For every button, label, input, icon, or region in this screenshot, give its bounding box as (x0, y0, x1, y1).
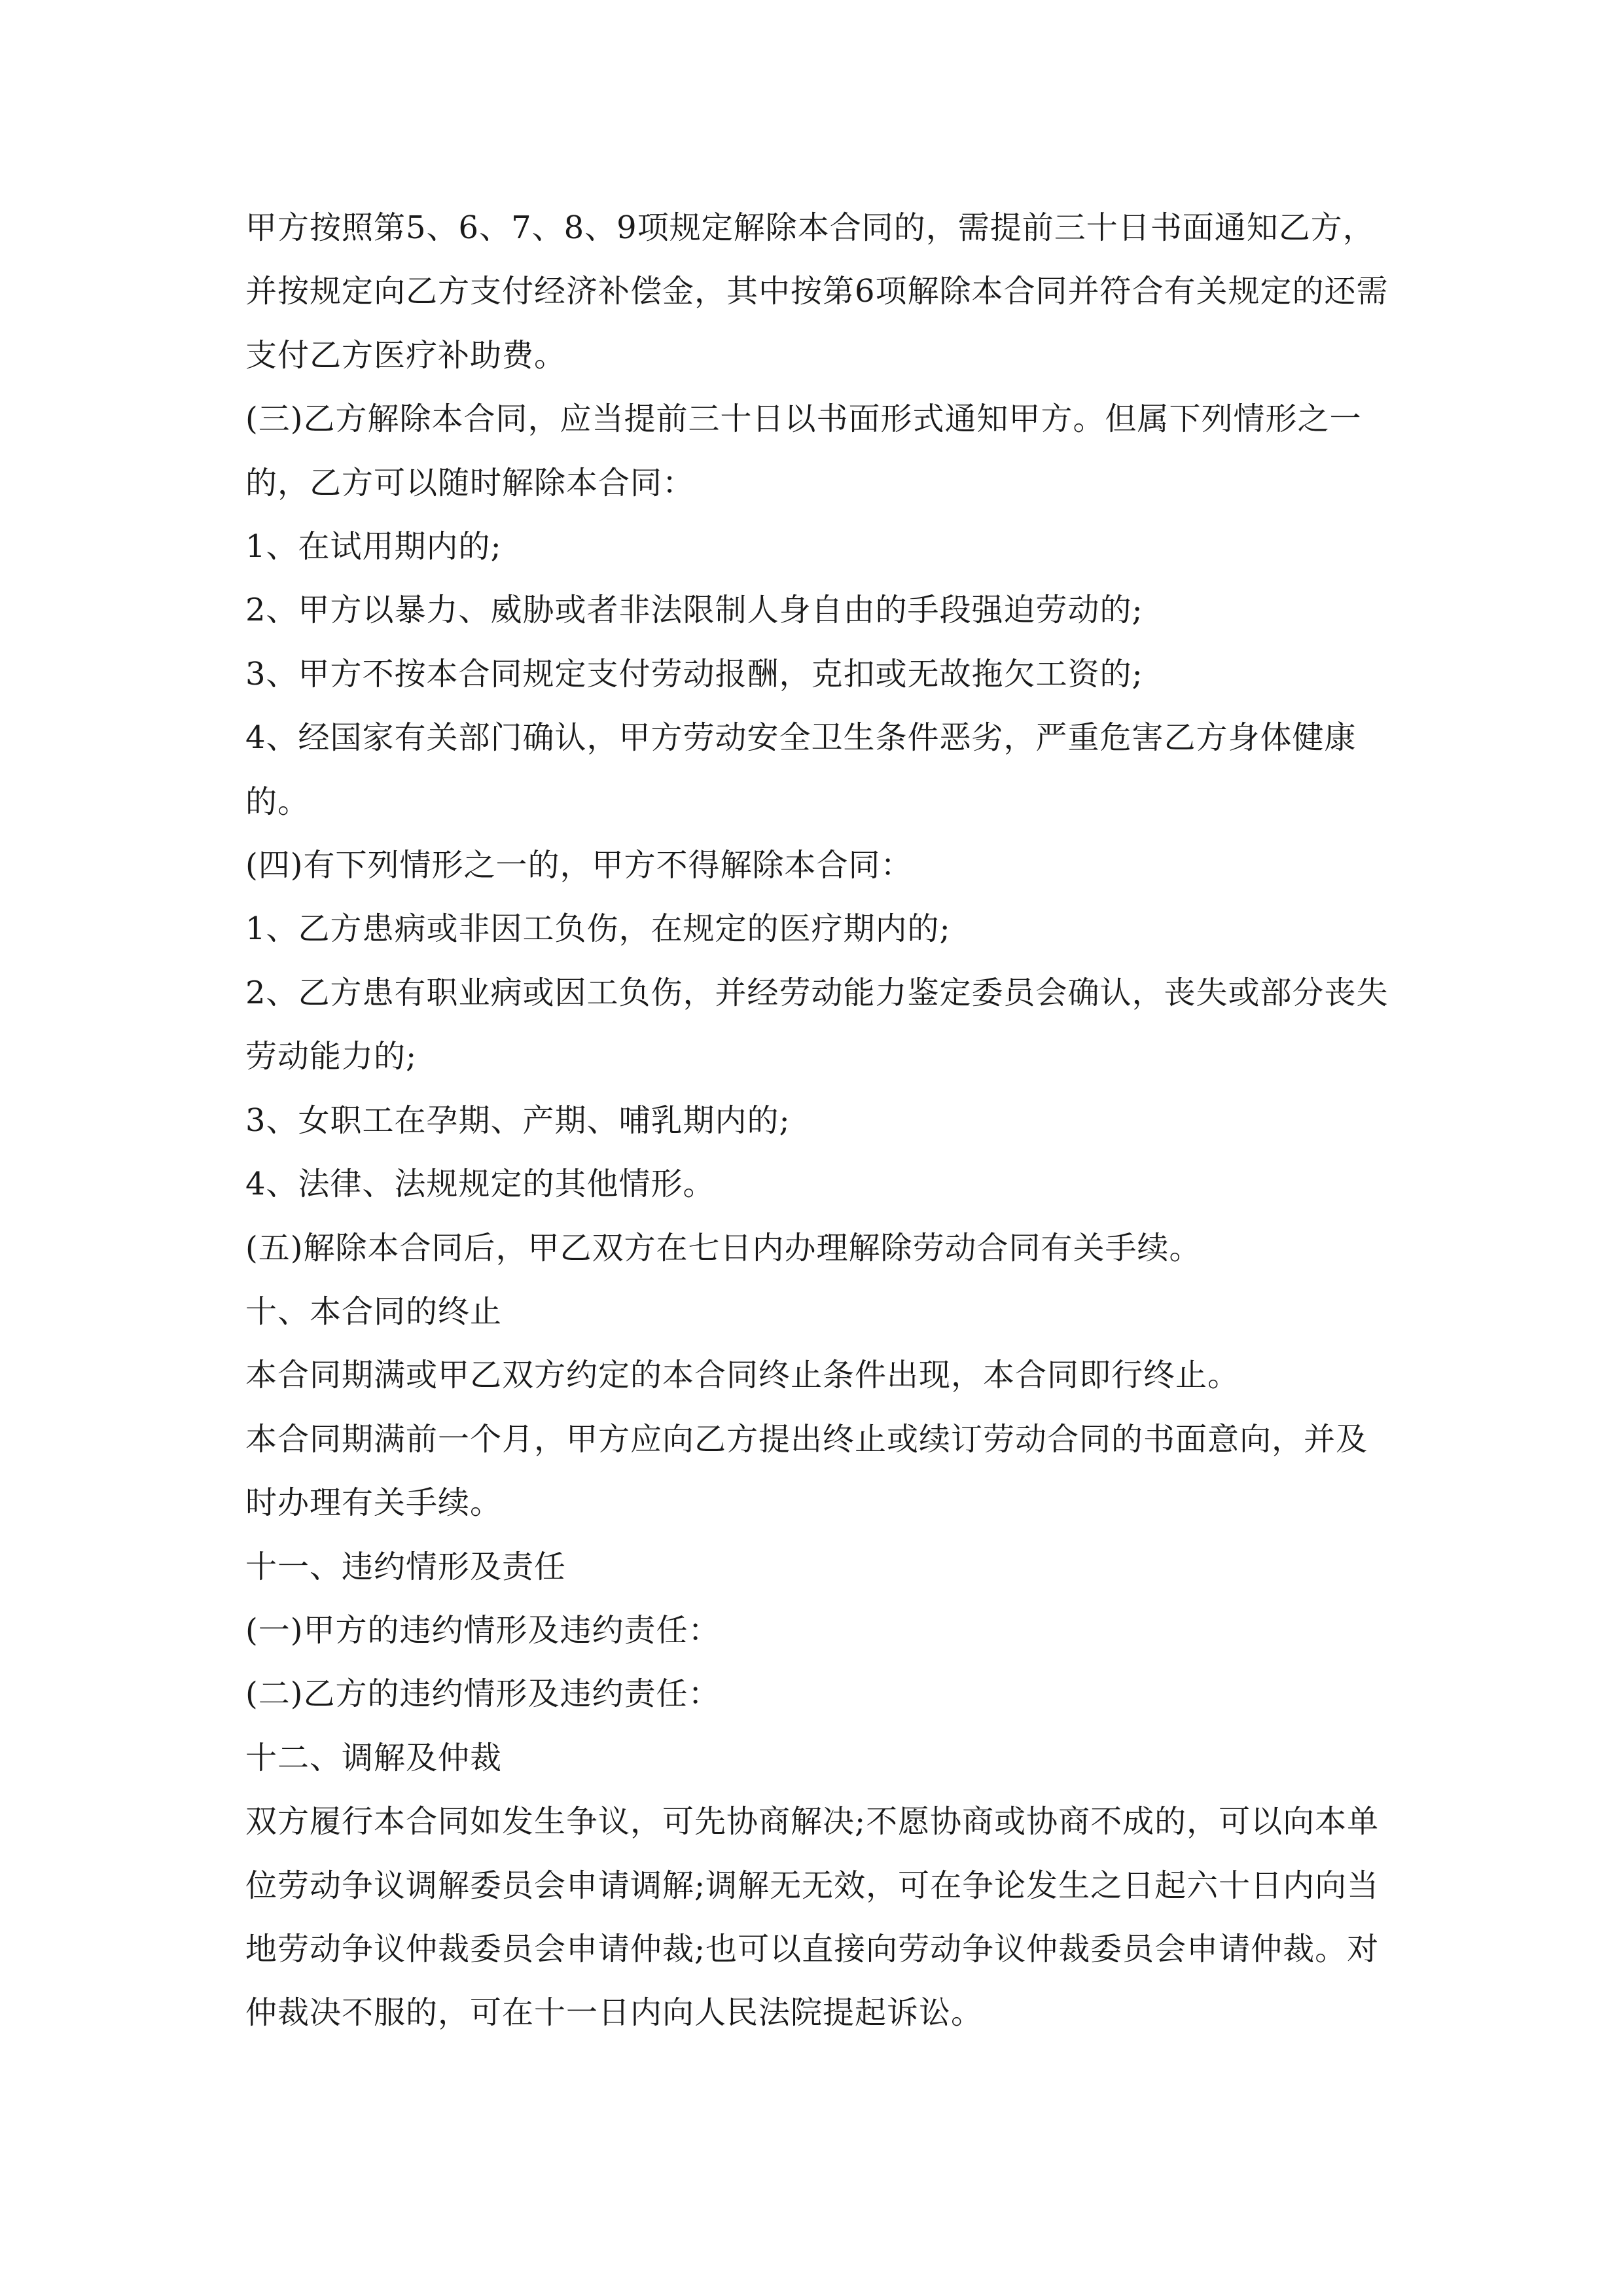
paragraph-section-5: (五)解除本合同后，甲乙双方在七日内办理解除劳动合同有关手续。 (245, 1229, 1202, 1266)
paragraph-termination-2: 本合同期满前一个月，甲方应向乙方提出终止或续订劳动合同的书面意向，并及时办理有关手续。 (245, 1420, 1368, 1522)
section-heading-12: 十二、调解及仲裁 (245, 1739, 503, 1776)
section-heading-11: 十一、违约情形及责任 (245, 1548, 567, 1585)
document-body (245, 196, 1397, 2045)
paragraph-arbitration: 双方履行本合同如发生争议，可先协商解决;不愿协商或协商不成的，可以向本单位劳动争议调解委员会申请调解;调解无无效，可在争论发生之日起六十日内向当地劳动争议仲裁委员会申请仲裁;也可以直接向劳动争议仲裁委员会申请仲裁。对仲裁决不服的，可在十一日内向人民法院提起诉讼。 (245, 1803, 1380, 2032)
paragraph-party-a-breach: (一)甲方的违约情形及违约责任： (245, 1611, 721, 1649)
list-item: 4、法律、法规规定的其他情形。 (245, 1166, 715, 1203)
list-item: 1、乙方患病或非因工负伤，在规定的医疗期内的; (245, 910, 951, 948)
paragraph-termination-1: 本合同期满或甲乙双方约定的本合同终止条件出现，本合同即行终止。 (245, 1357, 1240, 1394)
paragraph-termination-notice: 甲方按照第5、6、7、8、9项规定解除本合同的，需提前三十日书面通知乙方，并按规定向乙方支付经济补偿金，其中按第6项解除本合同并符合有关规定的还需支付乙方医疗补助费。 (245, 209, 1389, 374)
paragraph-section-4: (四)有下列情形之一的，甲方不得解除本合同： (245, 847, 913, 884)
list-item: 3、甲方不按本合同规定支付劳动报酬，克扣或无故拖欠工资的; (245, 655, 1143, 692)
list-item: 4、经国家有关部门确认，甲方劳动安全卫生条件恶劣，严重危害乙方身体健康的。 (245, 719, 1357, 820)
list-item: 2、甲方以暴力、威胁或者非法限制人身自由的手段强迫劳动的; (245, 592, 1143, 629)
list-item: 3、女职工在孕期、产期、哺乳期内的; (245, 1102, 791, 1139)
list-item: 2、乙方患有职业病或因工负伤，并经劳动能力鉴定委员会确认，丧失或部分丧失劳动能力的; (245, 974, 1389, 1075)
paragraph-party-b-breach: (二)乙方的违约情形及违约责任： (245, 1676, 721, 1713)
list-item: 1、在试用期内的; (245, 528, 502, 565)
paragraph-section-3: (三)乙方解除本合同，应当提前三十日以书面形式通知甲方。但属下列情形之一的，乙方可以随时解除本合同： (245, 401, 1362, 501)
section-heading-10: 十、本合同的终止 (245, 1293, 503, 1330)
